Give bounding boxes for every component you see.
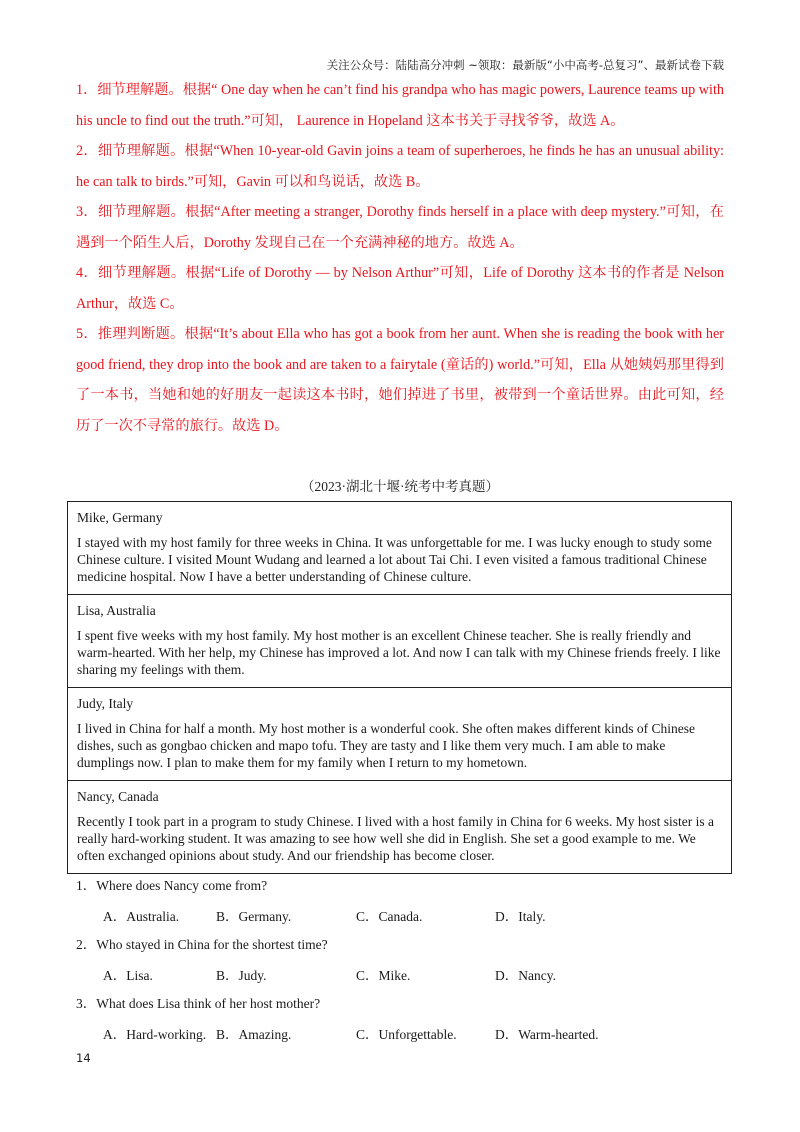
passage-entry: [68, 502, 731, 594]
entry-name: Mike, Germany: [77, 510, 163, 525]
entry-text: I lived in China for half a month. My host mother is a wonderful cook. She often makes different kinds of Chinese dishes, such as gongbao chicken and mapo tofu. They are tasty and I like them very much. I am able to make dumplings now. I plan to make them for my family when I return to my hometown.: [77, 721, 696, 770]
option-d: D．Nancy.: [495, 968, 556, 983]
question-stem: 2．Who stayed in China for the shortest time?: [76, 937, 328, 952]
entry-text: I stayed with my host family for three weeks in China. It was unforgettable for me. I was lucky enough to study some Chinese culture. I visited Mount Wudang and learned a lot about Tai Chi. I even visited a famous traditional Chinese medicine hospital. Now I have a better understanding of Chinese culture.: [77, 535, 712, 584]
option-a: A．Hard-working.: [103, 1027, 207, 1042]
entry-text: I spent five weeks with my host family. My host mother is an excellent Chinese teacher. She is really friendly and warm-hearted. With her help, my Chinese has improved a lot. And now I can talk with my Chinese friends freely. I like sharing my feelings with them.: [77, 628, 721, 677]
question-list: [76, 876, 736, 1053]
answer-explanation-5: 5．推理判断题。根据“It’s about Ella who has got a book from her aunt. When she is reading the book with her good friend, they drop into the book and are taken to a fairytale (童话的) world.”可知，Ella 从她姨妈那里得到了一本书，当她和她的好朋友一起读这本书时，她们掉进了书里，被带到一个童话世界。由此可知，经历了一次不寻常的旅行。故选 D。: [76, 326, 724, 434]
option-b: B．Amazing.: [216, 1027, 292, 1042]
entry-text: Recently I took part in a program to study Chinese. I lived with a host family in China for 6 weeks. My host sister is a really hard-working student. It was amazing to see how well she did in English. She set a good example to me. We often exchanged opinions about study. And our friendship has become closer.: [77, 814, 715, 863]
passage-entry: [68, 687, 731, 780]
entry-name: Judy, Italy: [77, 696, 134, 711]
option-d: D．Warm-hearted.: [495, 1027, 599, 1042]
entry-name: Lisa, Australia: [77, 603, 156, 618]
option-row: [76, 1023, 736, 1053]
option-b: B．Judy.: [216, 968, 267, 983]
option-a: A．Lisa.: [103, 968, 153, 983]
answer-explanation-1: 1．细节理解题。根据“ One day when he can’t find his grandpa who has magic powers, Laurence teams up with his uncle to find out the truth.”可知， Laurence in Hopeland 这本书关于寻找爷爷，故选 A。: [76, 82, 724, 129]
answer-explanation-2: 2．细节理解题。根据“When 10-year-old Gavin joins a team of superheroes, he finds he has an unusual ability: he can talk to birds.”可知，Gavin 可以和鸟说话，故选 B。: [76, 143, 724, 190]
option-c: C．Mike.: [356, 968, 411, 983]
option-row: [76, 964, 736, 994]
option-c: C．Unforgettable.: [356, 1027, 457, 1042]
option-d: D．Italy.: [495, 909, 546, 924]
page-header: 关注公众号：陆陆高分冲刺 ~领取：最新版“小中高考-总复习”、最新试卷下载: [326, 58, 724, 72]
exam-source: （2023·湖北十堰·统考中考真题）: [301, 479, 499, 494]
page-number: 14: [76, 1051, 91, 1065]
option-row: [76, 905, 736, 935]
answer-explanation-4: 4．细节理解题。根据“Life of Dorothy — by Nelson Arthur”可知，Life of Dorothy 这本书的作者是 Nelson Arthur，故选 C。: [76, 265, 724, 312]
option-b: B．Germany.: [216, 909, 292, 924]
question-stem: 1．Where does Nancy come from?: [76, 878, 268, 893]
option-c: C．Canada.: [356, 909, 423, 924]
answer-explanations: [76, 75, 724, 441]
option-a: A．Australia.: [103, 909, 180, 924]
passage-entry: [68, 780, 731, 873]
question-stem: 3．What does Lisa think of her host mother?: [76, 996, 321, 1011]
answer-explanation-3: 3．细节理解题。根据“After meeting a stranger, Dorothy finds herself in a place with deep mystery.”可知，在遇到一个陌生人后，Dorothy 发现自己在一个充满神秘的地方。故选 A。: [76, 204, 724, 251]
entry-name: Nancy, Canada: [77, 789, 159, 804]
passage-entry: [68, 594, 731, 687]
passage-table: [67, 501, 732, 874]
